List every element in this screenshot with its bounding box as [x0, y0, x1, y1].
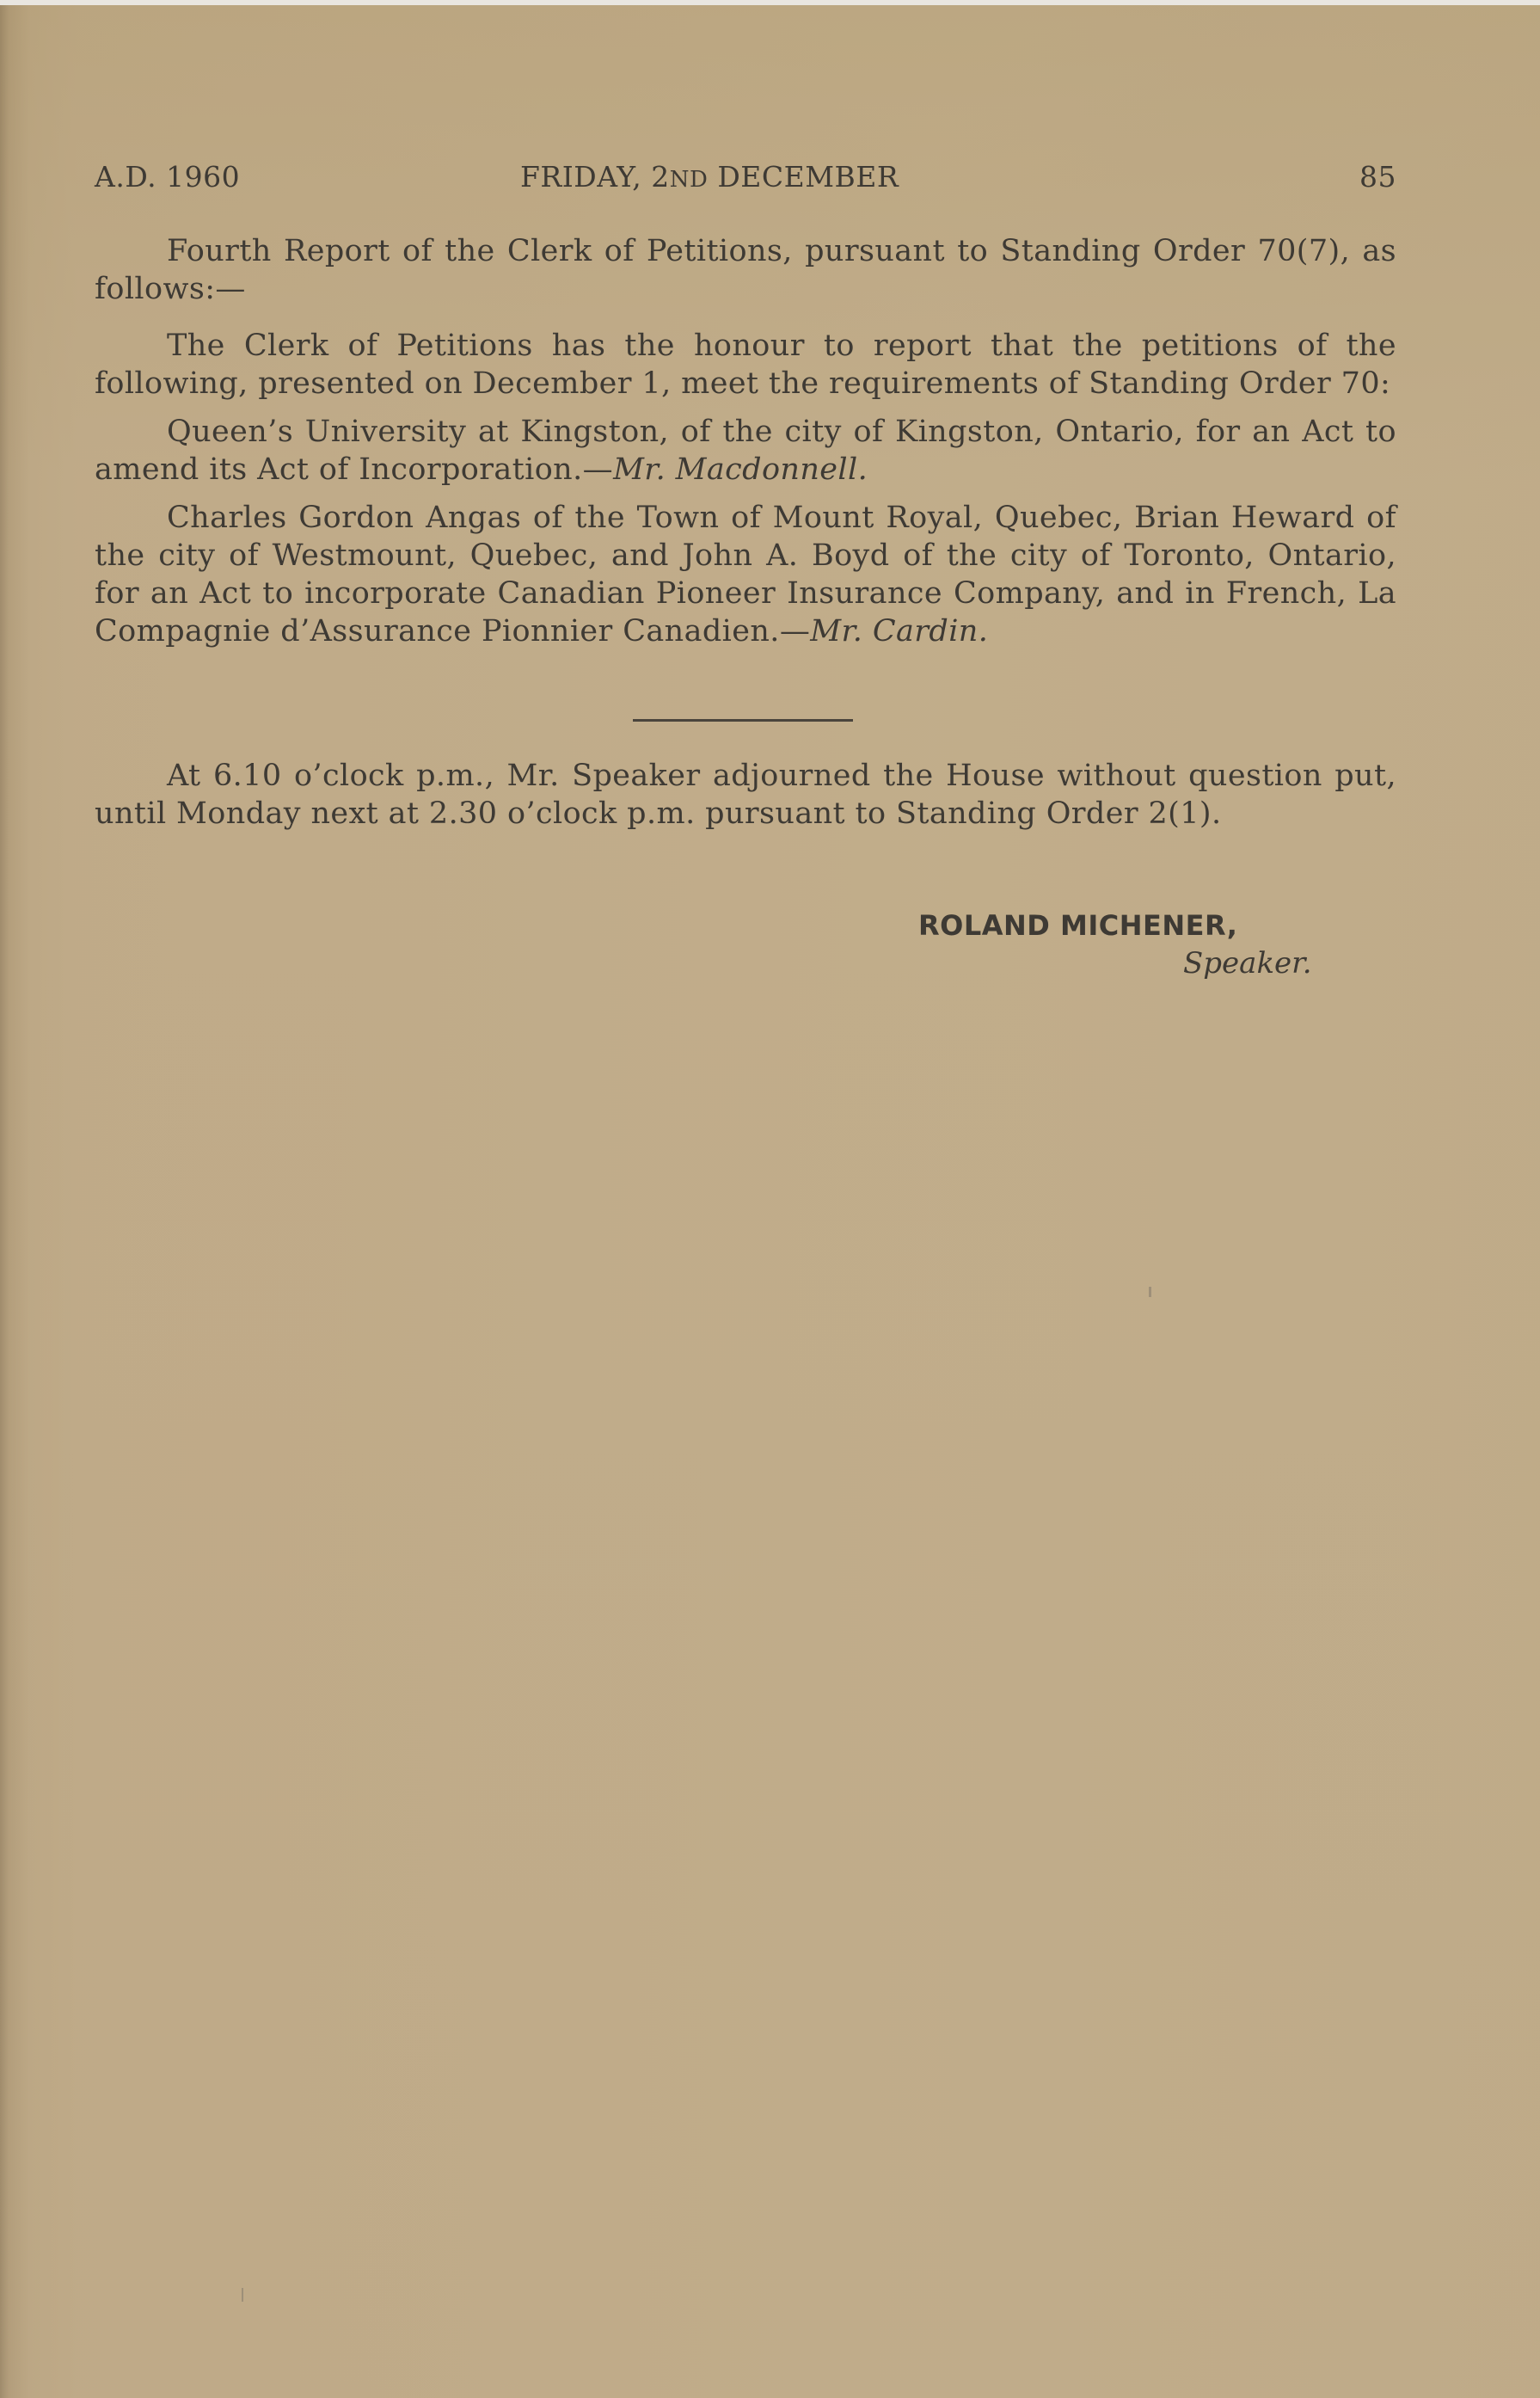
running-header [95, 160, 1396, 200]
report-opening-paragraph: The Clerk of Petitions has the honour to report that the petitions of the following, presented on December 1, meet the requirements of Standing Order 70: [95, 329, 1396, 401]
signature-block [918, 907, 1348, 982]
header-date-ordinal: ND [669, 167, 709, 193]
intro-paragraph: Fourth Report of the Clerk of Petitions, pursuant to Standing Order 70(7), as follows:— [95, 234, 1396, 306]
petition-paragraph [95, 413, 1396, 489]
petition-text: Charles Gordon Angas of the Town of Mount Royal, Quebec, Brian Heward of the city of Westmount, Quebec, and John A. Boyd of the city of Toronto, Ontario, for an Act to incorporate Canadian Pioneer Insurance Company, and in French, La Compagnie d’Assurance Pionnier Canadien.— [95, 501, 1396, 649]
signatory-name: ROLAND MICHENER, [918, 909, 1238, 942]
petition-member: Mr. Cardin. [810, 614, 989, 649]
signatory-title: Speaker. [1183, 946, 1312, 981]
section-divider [633, 719, 853, 722]
petition-member: Mr. Macdonnell. [613, 452, 868, 487]
petition-paragraph [95, 499, 1396, 650]
adjournment-block [95, 757, 1396, 843]
header-year: A.D. 1960 [95, 160, 241, 194]
header-date-pre: FRIDAY, 2 [520, 160, 670, 194]
paper-speck [242, 2288, 243, 2302]
report-block [95, 327, 1396, 661]
header-date-post: DECEMBER [708, 160, 899, 194]
page-number: 85 [1359, 160, 1396, 194]
header-date [520, 160, 899, 194]
petition-text: Queen’s University at Kingston, of the city of Kingston, Ontario, for an Act to amend its Act of Incorporation.— [95, 415, 1396, 487]
intro-block [95, 232, 1396, 318]
adjournment-paragraph: At 6.10 o’clock p.m., Mr. Speaker adjourned the House without question put, until Monday next at 2.30 o’clock p.m. pursuant to Standing Order 2(1). [95, 759, 1396, 831]
paper-speck [1149, 1287, 1151, 1297]
